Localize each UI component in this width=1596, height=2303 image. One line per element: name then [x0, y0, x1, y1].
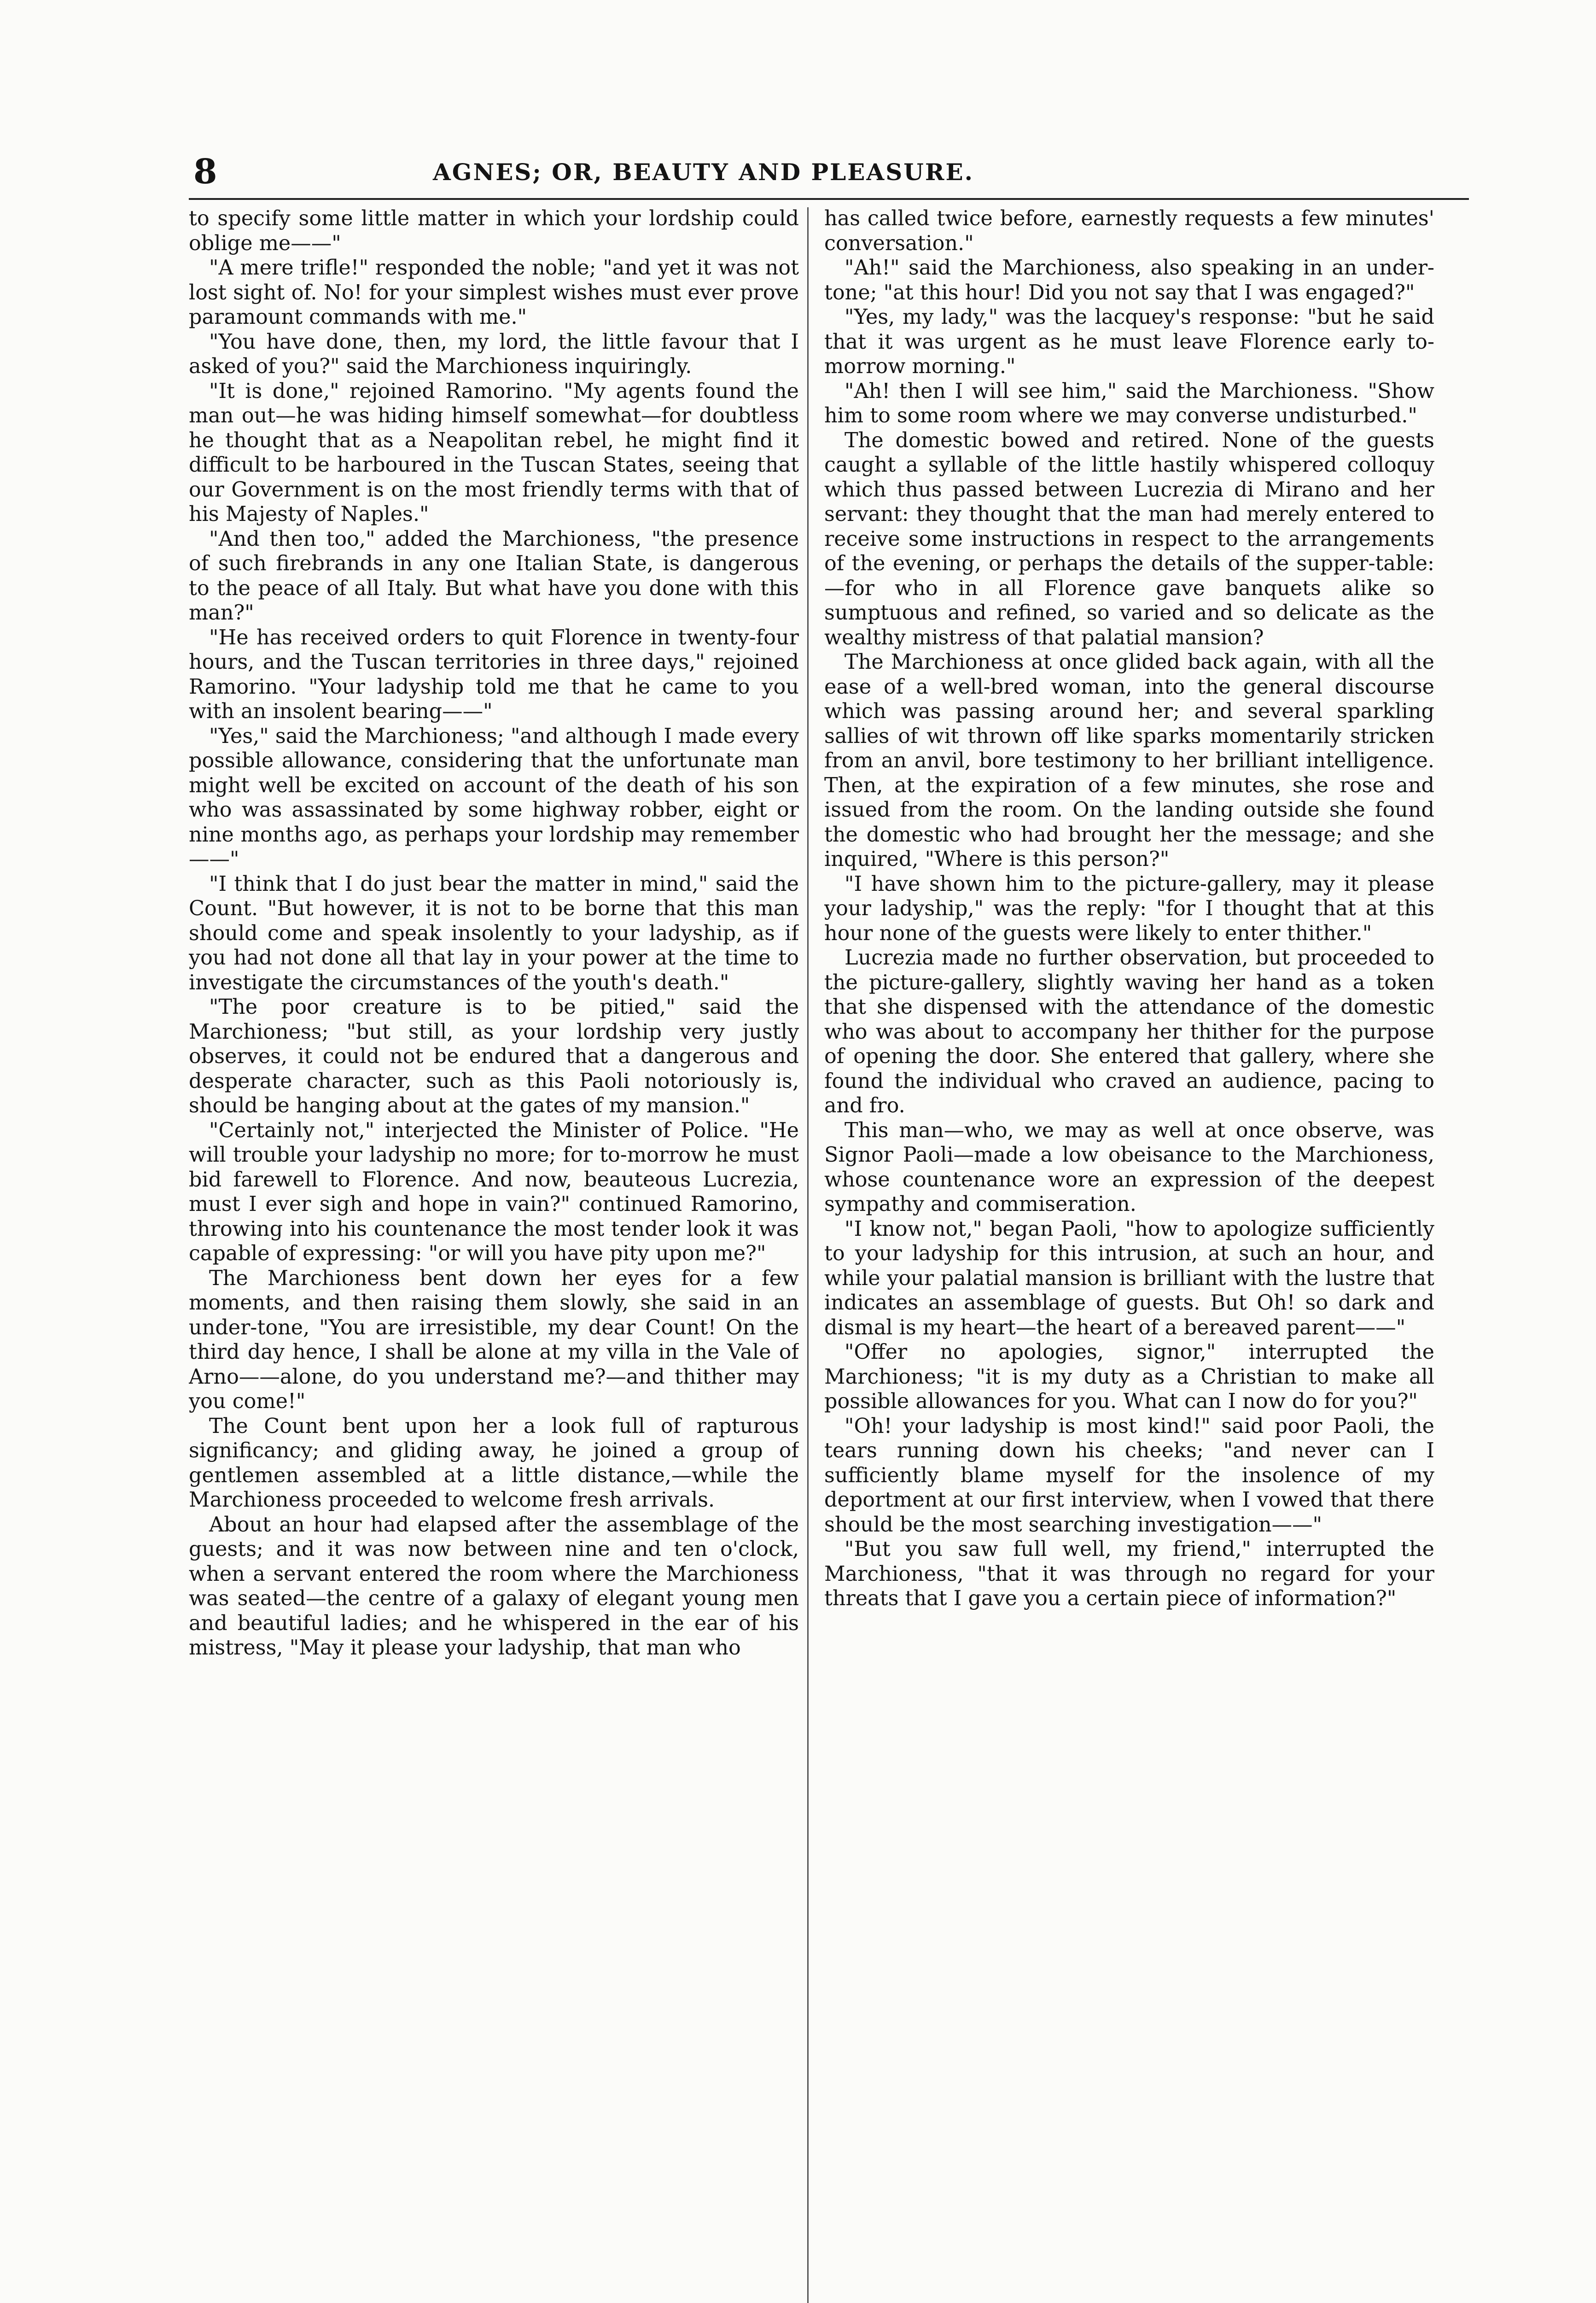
paragraph: The Marchioness at once glided back again, with all the ease of a well-bred woman, into the general discourse which was passing around her; and several sparkling sallies of wit thrown off like sparks momentarily stricken from an anvil, bore testimony to her brilliant intelligence. Then, at the expiration of a few minutes, she rose and issued from the room. On the landing outside she found the domestic who had brought her the message; and she inquired, "Where is this person?": [824, 650, 1434, 871]
paragraph: "Yes, my lady," was the lacquey's response: "but he said that it was urgent as he must leave Florence early to-morrow morning.": [824, 305, 1434, 378]
paragraph: Lucrezia made no further observation, but proceeded to the picture-gallery, slightly waving her hand as a token that she dispensed with the attendance of the domestic who was about to accompany her thither for the purpose of opening the door. She entered that gallery, where she found the individual who craved an audience, pacing to and fro.: [824, 946, 1434, 1117]
paragraph: has called twice before, earnestly requests a few minutes' conversation.": [824, 207, 1434, 255]
paragraph: "It is done," rejoined Ramorino. "My agents found the man out—he was hiding himself somewhat—for doubtless he thought that as a Neapolitan rebel, he might find it difficult to be harboured in the Tuscan States, seeing that our Government is on the most friendly terms with that of his Majesty of Naples.": [189, 379, 799, 526]
paragraph: "You have done, then, my lord, the little favour that I asked of you?" said the Marchioness inquiringly.: [189, 330, 799, 378]
paragraph: "And then too," added the Marchioness, "the presence of such firebrands in any one Italian State, is dangerous to the peace of all Italy. But what have you done with this man?": [189, 527, 799, 625]
paragraph: "A mere trifle!" responded the noble; "and yet it was not lost sight of. No! for your simplest wishes must ever prove paramount commands with me.": [189, 256, 799, 329]
paragraph: "Oh! your ladyship is most kind!" said poor Paoli, the tears running down his cheeks; "and never can I sufficiently blame myself for the insolence of my deportment at our first interview, when I vowed that there should be the most searching investigation——": [824, 1414, 1434, 1537]
header-rule: [189, 198, 1469, 200]
paragraph: "But you saw full well, my friend," interrupted the Marchioness, "that it was through no regard for your threats that I gave you a certain piece of information?": [824, 1537, 1434, 1610]
paragraph: "Ah!" said the Marchioness, also speaking in an under-tone; "at this hour! Did you not say that I was engaged?": [824, 256, 1434, 304]
paragraph: "The poor creature is to be pitied," said the Marchioness; "but still, as your lordship very justly observes, it could not be endured that a dangerous and desperate character, such as this Paoli notoriously is, should be hanging about at the gates of my mansion.": [189, 995, 799, 1117]
page-header: [193, 152, 1464, 198]
paragraph: "He has received orders to quit Florence in twenty-four hours, and the Tuscan territories in three days," rejoined Ramorino. "Your ladyship told me that he came to you with an insolent bearing——": [189, 625, 799, 723]
paragraph: "Ah! then I will see him," said the Marchioness. "Show him to some room where we may converse undisturbed.": [824, 379, 1434, 427]
left-column: [189, 206, 799, 2303]
page-number: 8: [193, 152, 217, 192]
paragraph: to specify some little matter in which your lordship could oblige me——": [189, 207, 799, 255]
paragraph: "Certainly not," interjected the Minister of Police. "He will trouble your ladyship no more; for to-morrow he must bid farewell to Florence. And now, beauteous Lucrezia, must I ever sigh and hope in vain?" continued Ramorino, throwing into his countenance the most tender look it was capable of expressing: "or will you have pity upon me?": [189, 1118, 799, 1265]
paragraph: "I know not," began Paoli, "how to apologize sufficiently to your ladyship for this intrusion, at such an hour, and while your palatial mansion is brilliant with the lustre that indicates an assemblage of guests. But Oh! so dark and dismal is my heart—the heart of a bereaved parent——": [824, 1217, 1434, 1339]
paragraph: About an hour had elapsed after the assemblage of the guests; and it was now between nine and ten o'clock, when a servant entered the room where the Marchioness was seated—the centre of a galaxy of elegant young men and beautiful ladies; and he whispered in the ear of his mistress, "May it please your ladyship, that man who: [189, 1513, 799, 1660]
paragraph: "I have shown him to the picture-gallery, may it please your ladyship," was the reply: "for I thought that at this hour none of the guests were likely to enter thither.": [824, 872, 1434, 945]
column-rule: [807, 207, 809, 2303]
paragraph: "I think that I do just bear the matter in mind," said the Count. "But however, it is not to be borne that this man should come and speak insolently to your ladyship, as if you had not done all that lay in your power at the time to investigate the circumstances of the youth's death.": [189, 872, 799, 994]
paragraph: "Yes," said the Marchioness; "and although I made every possible allowance, considering that the unfortunate man might well be excited on account of the death of his son who was assassinated by some highway robber, eight or nine months ago, as perhaps your lordship may remember——": [189, 724, 799, 871]
paragraph: The domestic bowed and retired. None of the guests caught a syllable of the little hastily whispered colloquy which thus passed between Lucrezia di Mirano and her servant: they thought that the man had merely entered to receive some instructions in respect to the arrangements of the evening, or perhaps the details of the supper-table:—for who in all Florence gave banquets alike so sumptuous and refined, so varied and so delicate as the wealthy mistress of that palatial mansion?: [824, 428, 1434, 649]
paragraph: The Count bent upon her a look full of rapturous significancy; and gliding away, he joined a group of gentlemen assembled at a little distance,—while the Marchioness proceeded to welcome fresh arrivals.: [189, 1414, 799, 1512]
right-column: [824, 206, 1434, 2303]
paragraph: This man—who, we may as well at once observe, was Signor Paoli—made a low obeisance to the Marchioness, whose countenance wore an expression of the deepest sympathy and commiseration.: [824, 1118, 1434, 1216]
running-title: AGNES; OR, BEAUTY AND PLEASURE.: [433, 158, 974, 186]
paragraph: "Offer no apologies, signor," interrupted the Marchioness; "it is my duty as a Christian to make all possible allowances for you. What can I now do for you?": [824, 1340, 1434, 1413]
paragraph: The Marchioness bent down her eyes for a few moments, and then raising them slowly, she said in an under-tone, "You are irresistible, my dear Count! On the third day hence, I shall be alone at my villa in the Vale of Arno——alone, do you understand me?—and thither may you come!": [189, 1266, 799, 1413]
